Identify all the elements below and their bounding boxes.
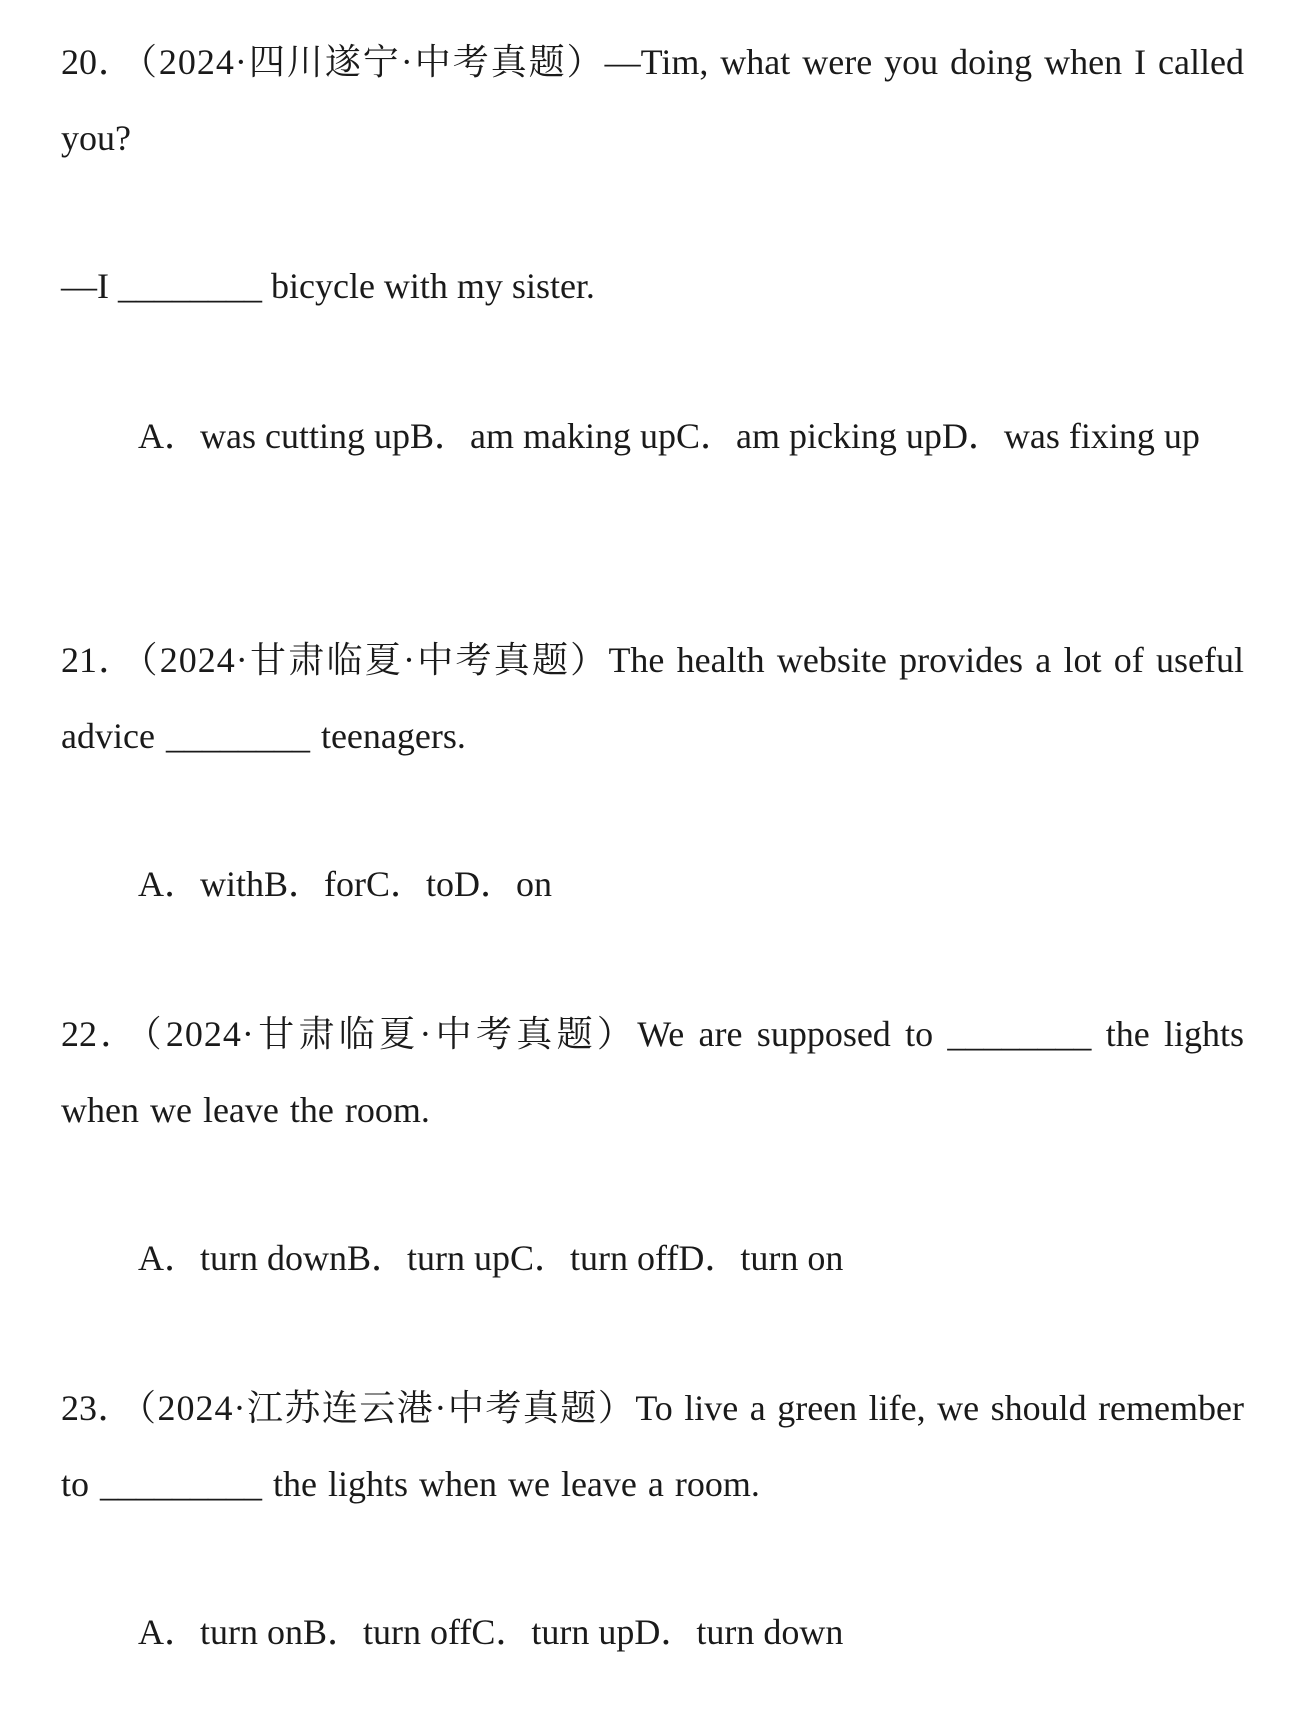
option-a: A．turn on: [138, 1612, 303, 1652]
question-20-options: [138, 398, 1244, 474]
question-source: （2024·甘肃临夏·中考真题）: [143, 1014, 638, 1054]
question-text: The health website provides a lot of useful advice ________ teenagers.: [61, 640, 1244, 756]
option-c: C．turn off: [510, 1238, 679, 1278]
question-text: To live a green life, we should remember to _________ the lights when we leave a room.: [61, 1388, 1244, 1504]
question-source: （2024·四川遂宁·中考真题）: [138, 42, 605, 82]
question-22-options: [138, 1220, 1244, 1296]
option-c: C．am picking up: [675, 416, 942, 456]
question-source: （2024·甘肃临夏·中考真题）: [139, 640, 609, 680]
question-text: We are supposed to ________ the lights when we leave the room.: [61, 1014, 1244, 1130]
question-number: 23．: [61, 1388, 134, 1428]
option-c: C．turn up: [471, 1612, 635, 1652]
question-text: —Tim, what were you doing when I called you?: [61, 42, 1244, 158]
option-d: D．on: [454, 864, 553, 904]
question-21-stem: [61, 622, 1244, 774]
option-a: A．was cutting up: [138, 416, 410, 456]
option-b: B．turn up: [347, 1238, 511, 1278]
option-a: A．turn down: [138, 1238, 347, 1278]
option-b: B．am making up: [409, 416, 676, 456]
question-number: 20．: [61, 42, 135, 82]
question-number: 22．: [61, 1014, 140, 1054]
question-23-options: [138, 1594, 1244, 1670]
option-d: D．turn down: [634, 1612, 844, 1652]
option-b: B．for: [264, 864, 367, 904]
option-b: B．turn off: [303, 1612, 472, 1652]
question-source: （2024·江苏连云港·中考真题）: [137, 1388, 636, 1428]
question-20-stem: [61, 24, 1244, 176]
option-d: D．was fixing up: [941, 416, 1200, 456]
option-d: D．turn on: [678, 1238, 844, 1278]
question-21-options: [138, 846, 1244, 922]
question-20-reply: —I ________ bicycle with my sister.: [61, 266, 595, 306]
option-a: A．with: [138, 864, 265, 904]
question-23-stem: [61, 1370, 1244, 1522]
option-c: C．to: [366, 864, 455, 904]
question-22-stem: [61, 996, 1244, 1148]
question-number: 21．: [61, 640, 136, 680]
